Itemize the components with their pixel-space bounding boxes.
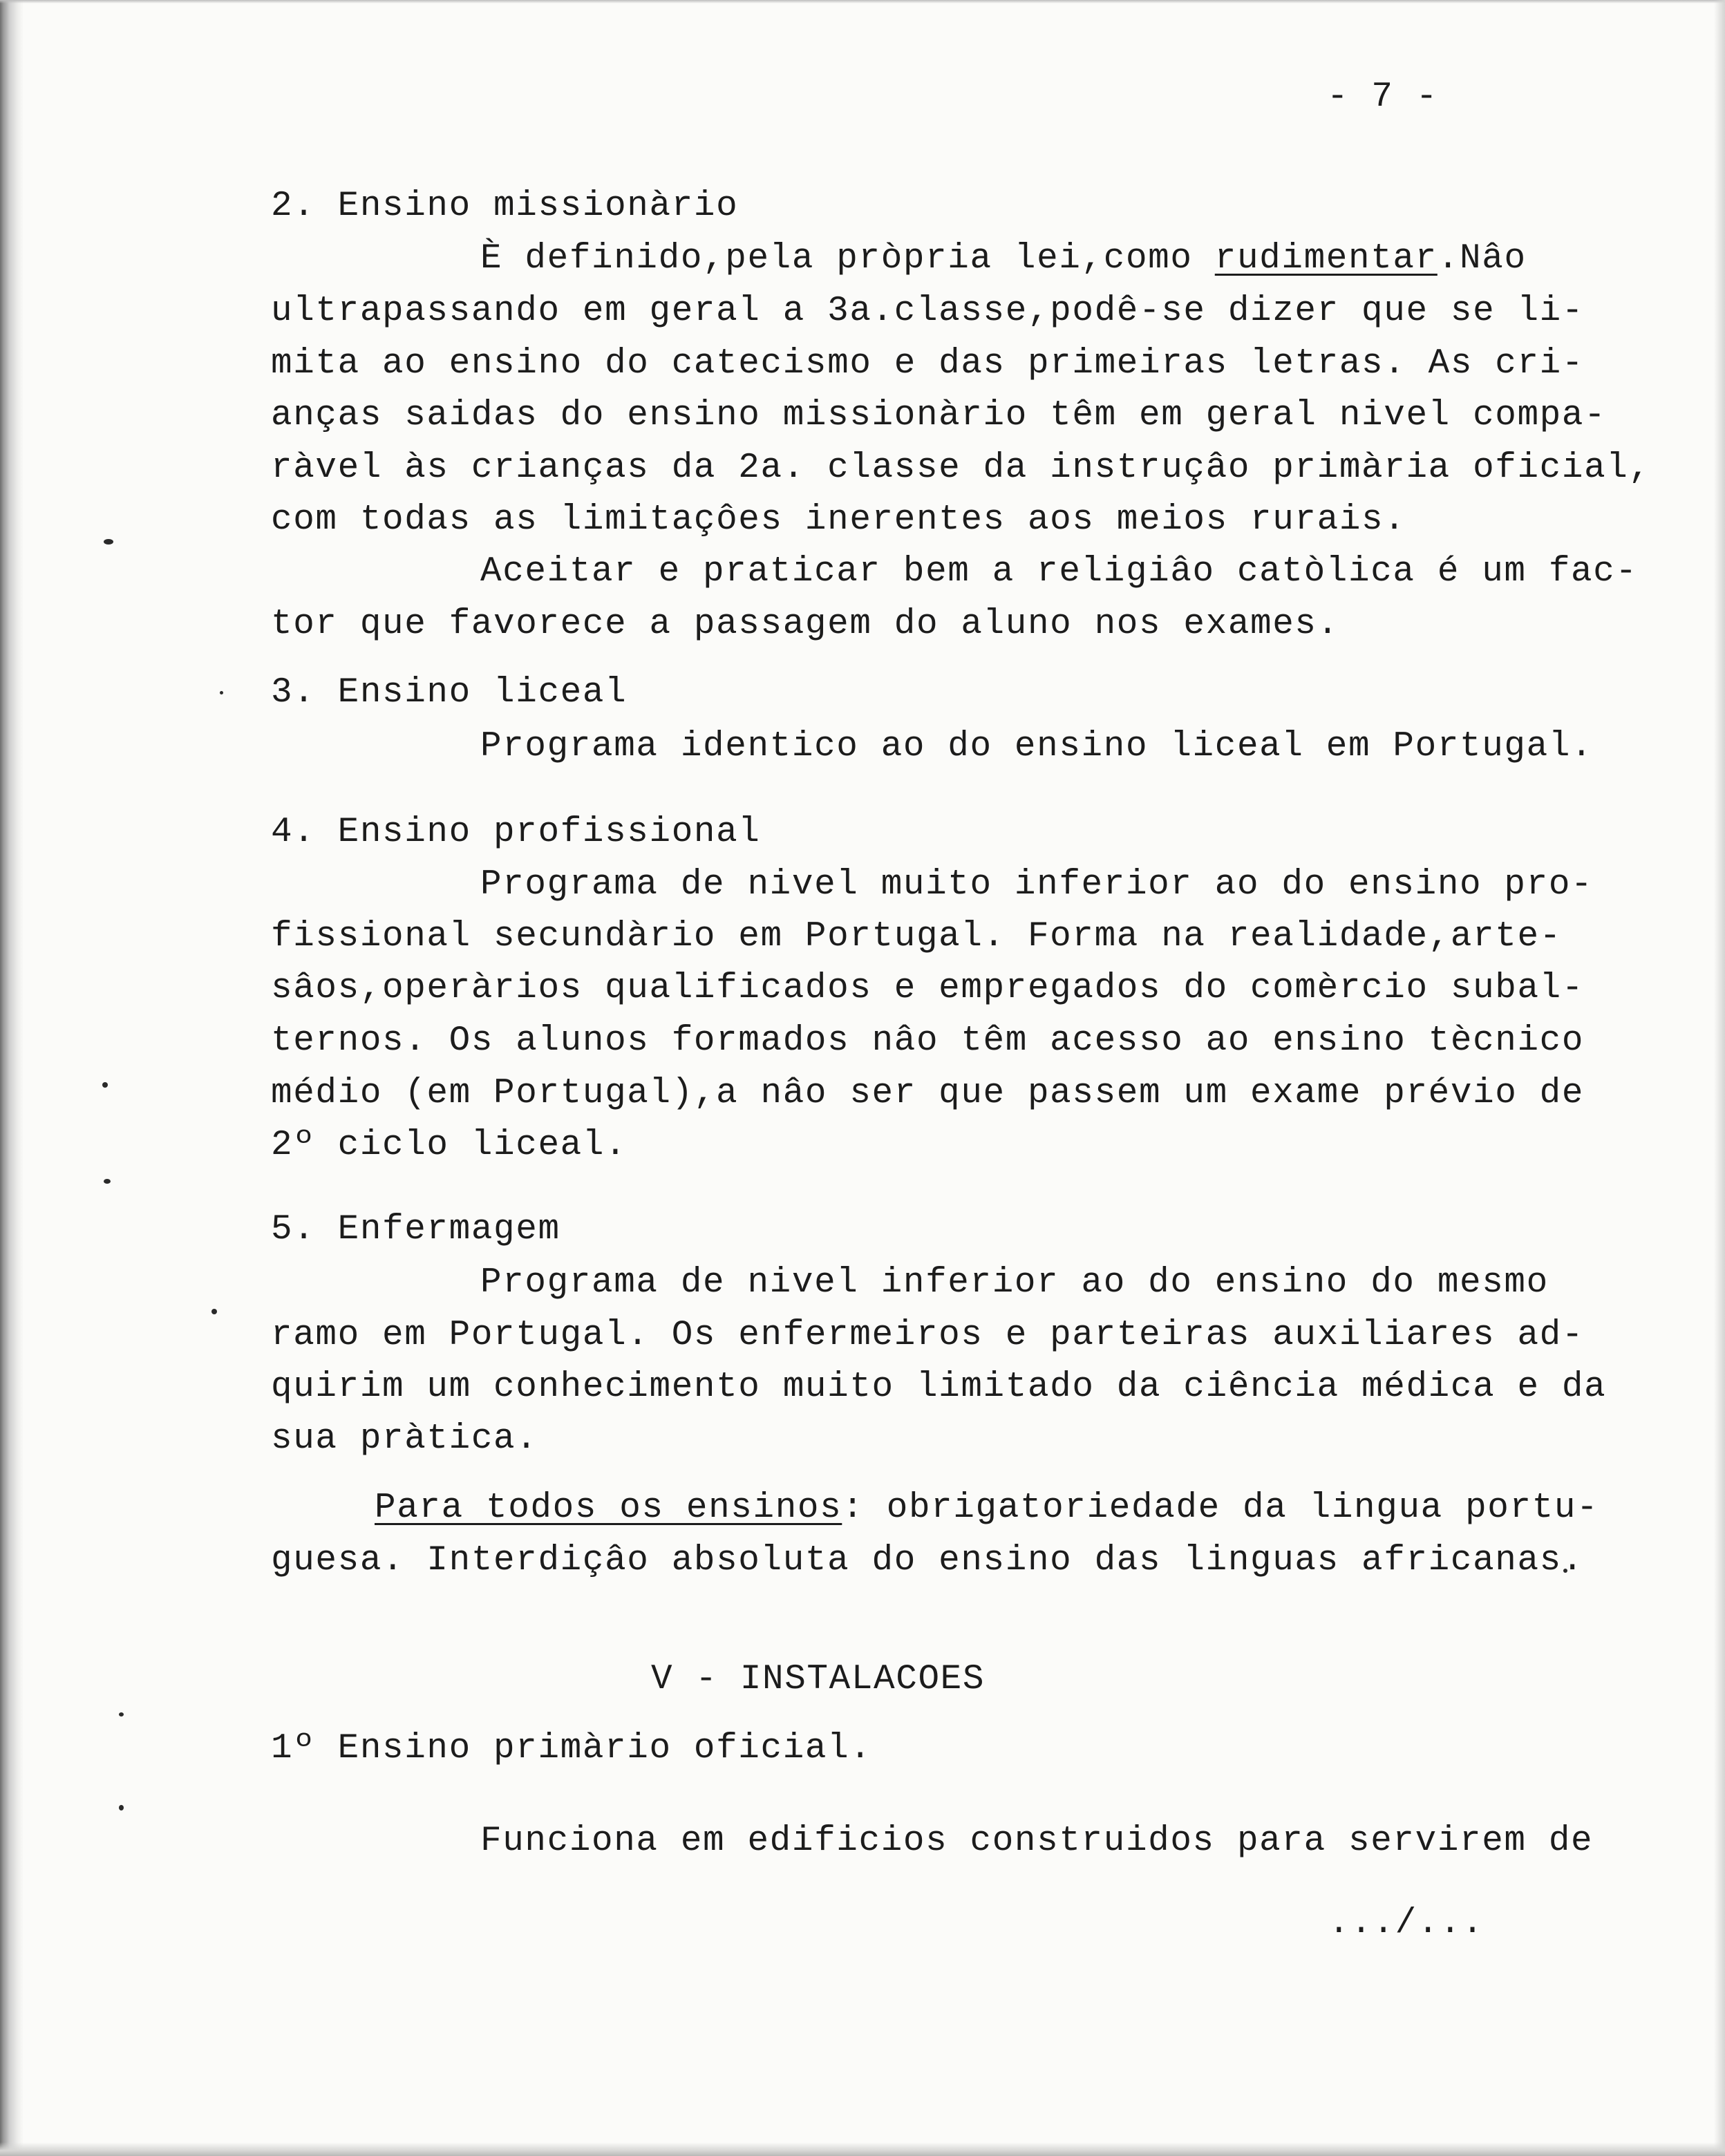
paragraph-line: fissional secundàrio em Portugal. Forma na realidade,arte- (271, 917, 1562, 956)
text-run: obrigatoriedade da lingua portu- (886, 1488, 1599, 1528)
scan-speck (119, 1805, 124, 1810)
scan-edge-bottom (0, 2142, 1725, 2156)
note-label: Para todos os ensinos (375, 1488, 842, 1528)
paragraph-line: 2º ciclo liceal. (271, 1126, 628, 1165)
paragraph-line: ultrapassando em geral a 3a.classe,podê-se dizer que se li- (271, 292, 1585, 331)
paragraph-line: mita ao ensino do catecismo e das primeiras letras. As cri- (271, 344, 1585, 384)
scan-speck (220, 691, 223, 694)
paragraph-line: médio (em Portugal),a nâo ser que passem um exame prévio de (271, 1074, 1585, 1113)
paragraph-line: Funciona em edificios construidos para servirem de (480, 1822, 1594, 1861)
paragraph-line: Aceitar e praticar bem a religiâo catòlica é um fac- (480, 552, 1638, 592)
paragraph-line (480, 238, 1527, 281)
section-heading-profissional: 4. Ensino profissional (271, 813, 761, 852)
chapter-title: V - INSTALACOES (651, 1660, 986, 1699)
paragraph-line: sua pràtica. (271, 1419, 538, 1459)
scan-edge-top (0, 0, 1725, 3)
text-run: .Nâo (1437, 239, 1527, 278)
text-run: È definido,pela pròpria lei,como (480, 239, 1215, 278)
page-number: - 7 - (1327, 77, 1439, 117)
paragraph-line: Programa identico ao do ensino liceal em Portugal. (480, 727, 1594, 766)
note-line (375, 1487, 1599, 1530)
paragraph-line: ternos. Os alunos formados nâo têm acesso ao ensino tècnico (271, 1021, 1585, 1061)
subsection-heading: 1º Ensino primàrio oficial. (271, 1729, 872, 1768)
scan-speck (104, 539, 113, 545)
paragraph-line: Programa de nivel muito inferior ao do ensino pro- (480, 865, 1594, 905)
section-heading-missionario: 2. Ensino missionàrio (271, 187, 739, 226)
scan-edge-left (0, 0, 23, 2156)
section-heading-enfermagem: 5. Enfermagem (271, 1210, 560, 1249)
underlined-term: rudimentar (1214, 239, 1438, 278)
paragraph-line: sâos,operàrios qualificados e empregados do comèrcio subal- (271, 969, 1585, 1008)
note-line: guesa. Interdiçâo absoluta do ensino das linguas africanas. (271, 1541, 1585, 1580)
paragraph-line: Programa de nivel inferior ao do ensino do mesmo (480, 1263, 1549, 1303)
section-heading-liceal: 3. Ensino liceal (271, 673, 628, 712)
paragraph-line: ramo em Portugal. Os enfermeiros e parteiras auxiliares ad- (271, 1316, 1585, 1355)
paragraph-line: ràvel às crianças da 2a. classe da instruçâo primària oficial, (271, 448, 1651, 488)
scan-speck (119, 1712, 124, 1717)
paragraph-line: com todas as limitaçôes inerentes aos meios rurais. (271, 500, 1406, 540)
continuation-mark: .../... (1328, 1904, 1484, 1943)
scan-speck (102, 1082, 108, 1088)
scan-speck (211, 1309, 217, 1314)
paragraph-line: anças saidas do ensino missionàrio têm em geral nivel compa- (271, 396, 1607, 435)
scan-edge-right (1714, 0, 1725, 2156)
paragraph-line: quirim um conhecimento muito limitado da ciência médica e da (271, 1368, 1607, 1407)
scan-speck (104, 1179, 111, 1184)
note-separator: : (842, 1488, 887, 1528)
paragraph-line: tor que favorece a passagem do aluno nos exames. (271, 605, 1339, 644)
